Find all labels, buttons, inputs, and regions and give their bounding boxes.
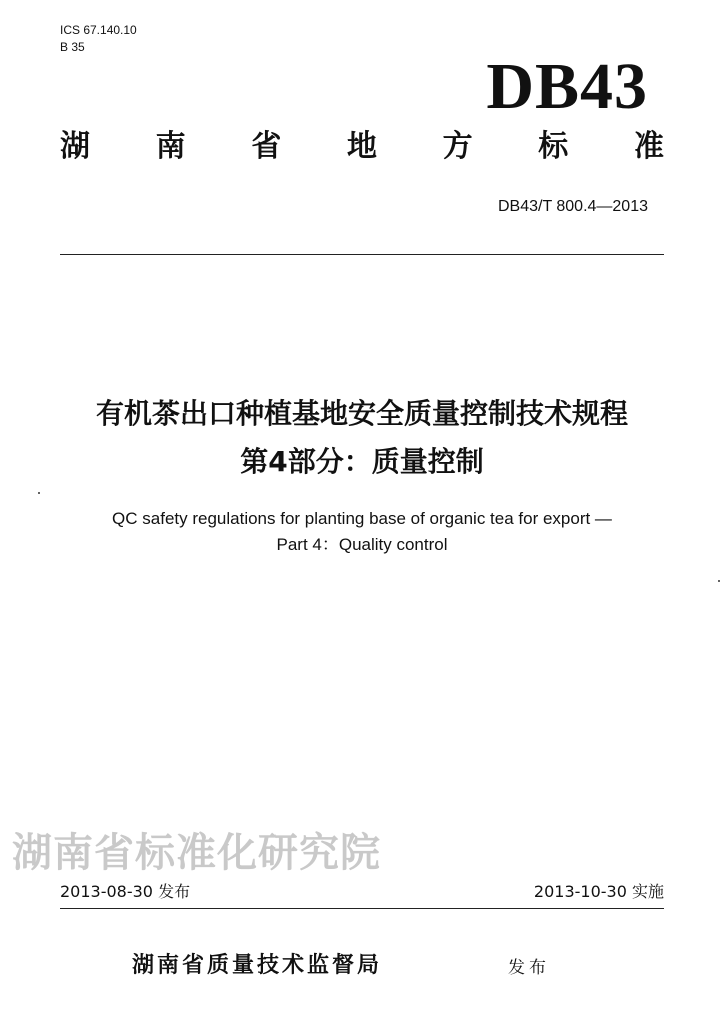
issue-label: 发布 <box>508 958 550 978</box>
standard-type-char: 湖 <box>60 129 90 164</box>
standard-type-char: 地 <box>346 129 377 164</box>
scan-speck <box>38 492 40 494</box>
ics-code: ICS 67.140.10 <box>60 23 137 37</box>
standard-type-char: 省 <box>251 129 282 164</box>
publish-date: 2013-08-30 发布 <box>60 882 191 901</box>
standard-type-char: 方 <box>442 129 473 164</box>
title-cn-line2: 第4部分：质量控制 <box>240 445 484 478</box>
footer-divider <box>60 908 664 909</box>
standard-type-char: 准 <box>633 129 664 164</box>
ccs-code: B 35 <box>60 40 85 54</box>
classification-codes <box>60 22 137 56</box>
title-cn-line1: 有机茶出口种植基地安全质量控制技术规程 <box>95 397 628 430</box>
header-divider <box>60 254 664 255</box>
implement-date: 2013-10-30 实施 <box>533 882 664 901</box>
scan-speck <box>718 580 720 582</box>
standard-type <box>60 126 664 168</box>
watermark: 湖南省标准化研究院 <box>12 830 381 876</box>
standard-type-char: 标 <box>538 129 569 164</box>
standard-type-char: 南 <box>155 129 186 164</box>
standard-number: DB43/T 800.4—2013 <box>497 198 648 215</box>
issuing-authority: 湖南省质量技术监督局 <box>132 953 383 978</box>
standard-logo: DB43 <box>486 50 648 123</box>
title-en-line2: Part 4：Quality control <box>276 535 448 554</box>
title-en-line1: QC safety regulations for planting base of organic tea for export — <box>112 509 612 528</box>
